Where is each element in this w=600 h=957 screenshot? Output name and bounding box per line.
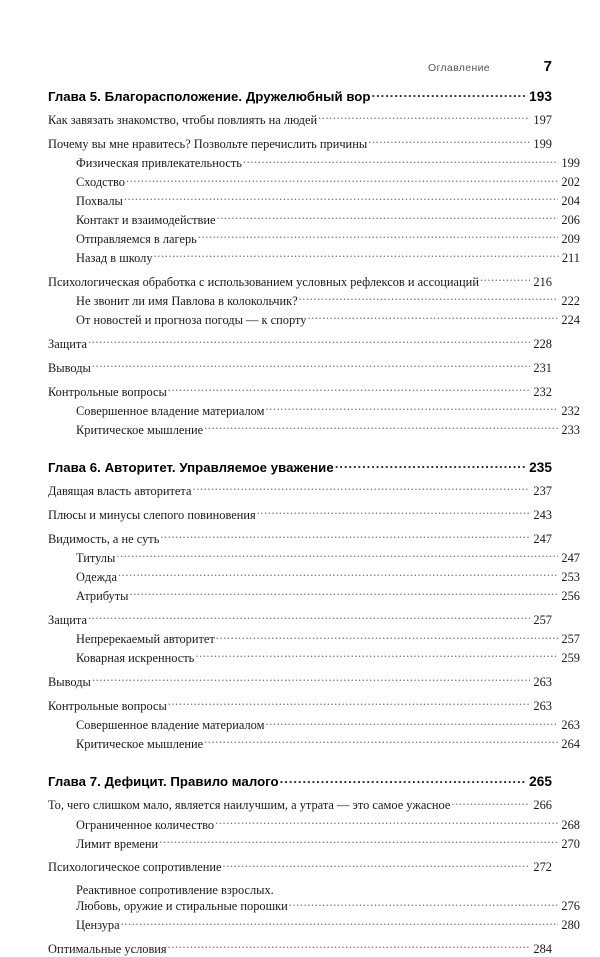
toc-dot-leader: [193, 483, 531, 495]
toc-entry-label: Совершенное владение материалом: [76, 404, 265, 419]
toc-entry-page-number: 257: [533, 612, 552, 627]
page-folio-number: 7: [543, 58, 552, 75]
toc-entry-label: Ограниченное количество: [76, 817, 215, 832]
toc-subsection-entry[interactable]: [48, 193, 580, 209]
toc-subsection-entry[interactable]: [48, 550, 580, 566]
toc-section-entry[interactable]: [48, 941, 552, 957]
toc-dot-leader: [198, 231, 559, 243]
toc-dot-leader: [318, 112, 530, 124]
toc-dot-leader: [88, 335, 530, 347]
toc-entry-label: От новостей и прогноза погоды — к спорту: [76, 312, 307, 327]
toc-entry-label: Контакт и взаимодействие: [76, 213, 216, 228]
toc-subsection-entry[interactable]: [48, 898, 580, 914]
toc-entry-page-number: 199: [533, 136, 552, 151]
toc-entry-page-number: 272: [533, 860, 552, 875]
toc-chapter-entry[interactable]: [48, 88, 552, 104]
toc-entry-label: Психологическая обработка с использованием условных рефлексов и ассоциаций: [48, 274, 479, 289]
toc-subsection-entry[interactable]: [48, 717, 580, 733]
toc-dot-leader: [130, 588, 559, 600]
toc-dot-leader: [299, 293, 559, 305]
toc-entry-page-number: 280: [561, 918, 580, 933]
toc-entry-label: Коварная искренность: [76, 651, 195, 666]
toc-subsection-entry[interactable]: [48, 174, 580, 190]
toc-section-entry[interactable]: [48, 483, 552, 499]
toc-entry-page-number: 243: [533, 507, 552, 522]
toc-dot-leader: [480, 273, 530, 285]
toc-entry-page-number: 257: [561, 632, 580, 647]
toc-entry-label: Психологическое сопротивление: [48, 860, 222, 875]
toc-entry-page-number: 197: [533, 113, 552, 128]
toc-entry-label: Защита: [48, 336, 87, 351]
toc-dot-leader: [257, 507, 531, 519]
toc-section-entry[interactable]: [48, 530, 552, 546]
toc-subsection-entry[interactable]: [48, 917, 580, 933]
toc-dot-leader: [265, 717, 558, 729]
toc-section-entry[interactable]: [48, 273, 552, 289]
toc-dot-leader: [154, 249, 559, 261]
toc-subsection-entry[interactable]: [48, 650, 580, 666]
toc-entry-label: Контрольные вопросы: [48, 384, 167, 399]
toc-entry-label: Глава 5. Благорасположение. Дружелюбный вор: [48, 89, 371, 105]
toc-entry-label: Защита: [48, 612, 87, 627]
toc-entry-label: Не звонит ли имя Павлова в колокольчик?: [76, 294, 298, 309]
toc-entry-label: Видимость, а не суть: [48, 531, 160, 546]
toc-entry-label: Одежда: [76, 570, 117, 585]
toc-entry-page-number: 232: [533, 384, 552, 399]
toc-section-entry[interactable]: [48, 335, 552, 351]
toc-entry-label: Глава 6. Авторитет. Управляемое уважение: [48, 460, 334, 476]
toc-subsection-entry[interactable]: [48, 569, 580, 585]
toc-dot-leader: [118, 569, 558, 581]
toc-entry-label: Реактивное сопротивление взрослых.: [76, 882, 274, 897]
toc-entry-label: Атрибуты: [76, 588, 129, 603]
toc-entry-page-number: 209: [561, 231, 580, 246]
toc-dot-leader: [289, 898, 559, 910]
toc-entry-label: Любовь, оружие и стиральные порошки: [76, 899, 288, 914]
toc-chapter-entry[interactable]: [48, 459, 552, 475]
toc-entry-label: Совершенное владение материалом: [76, 718, 265, 733]
toc-entry-page-number: 284: [533, 942, 552, 957]
toc-subsection-entry[interactable]: [48, 249, 580, 265]
toc-entry-page-number: 276: [561, 899, 580, 914]
toc-entry-label: Как завязать знакомство, чтобы повлиять на людей: [48, 113, 318, 128]
toc-entry-label: Похвалы: [76, 194, 123, 209]
toc-section-entry[interactable]: [48, 674, 552, 690]
toc-entry-label: Цензура: [76, 918, 120, 933]
toc-entry-label: Отправляемся в лагерь: [76, 231, 197, 246]
toc-section-entry[interactable]: [48, 359, 552, 375]
toc-dot-leader: [265, 403, 558, 415]
toc-entry-page-number: 266: [533, 798, 552, 813]
toc-subsection-entry[interactable]: [48, 631, 580, 647]
toc-subsection-entry[interactable]: [48, 422, 580, 438]
toc-entry-label: Титулы: [76, 551, 116, 566]
toc-dot-leader: [280, 773, 527, 786]
toc-dot-leader: [307, 312, 558, 324]
toc-section-entry[interactable]: [48, 136, 552, 152]
toc-subsection-entry[interactable]: [48, 816, 580, 832]
toc-subsection-entry[interactable]: [48, 835, 580, 851]
toc-entry-page-number: 231: [533, 360, 552, 375]
toc-entry-page-number: 263: [533, 675, 552, 690]
toc-entry-label: Оптимальные условия: [48, 942, 167, 957]
toc-subsection-entry[interactable]: [48, 293, 580, 309]
running-head: [48, 58, 552, 78]
toc-entry-page-number: 265: [529, 774, 552, 790]
toc-entry-label: Контрольные вопросы: [48, 698, 167, 713]
toc-entry-page-number: 247: [533, 531, 552, 546]
toc-entry-page-number: 233: [561, 422, 580, 437]
toc-entry-label: Непререкаемый авторитет: [76, 632, 215, 647]
toc-entry-page-number: 232: [561, 404, 580, 419]
toc-dot-leader: [215, 816, 558, 828]
toc-dot-leader: [124, 193, 559, 205]
toc-subsection-entry[interactable]: [48, 231, 580, 247]
toc-entry-page-number: 228: [533, 336, 552, 351]
toc-dot-leader: [216, 631, 559, 643]
toc-section-entry[interactable]: [48, 859, 552, 875]
toc-dot-leader: [368, 136, 530, 148]
toc-section-entry[interactable]: [48, 698, 552, 714]
toc-dot-leader: [159, 835, 558, 847]
toc-dot-leader: [223, 859, 531, 871]
toc-entry-page-number: 247: [561, 551, 580, 566]
toc-section-entry[interactable]: [48, 112, 552, 128]
toc-entry-page-number: 193: [529, 89, 552, 105]
toc-subsection-entry[interactable]: [48, 155, 580, 171]
toc-dot-leader: [92, 359, 531, 371]
toc-entry-label: Почему вы мне нравитесь? Позвольте перечислить причины: [48, 136, 368, 151]
toc-dot-leader: [243, 155, 559, 167]
toc-dot-leader: [168, 698, 531, 710]
toc-dot-leader: [204, 422, 558, 434]
toc-entry-label: Назад в школу: [76, 250, 153, 265]
toc-entry-page-number: 206: [561, 213, 580, 228]
toc-dot-leader: [195, 650, 558, 662]
toc-dot-leader: [126, 174, 558, 186]
toc-dot-leader: [160, 530, 530, 542]
toc-entry-page-number: 199: [561, 156, 580, 171]
running-head-title: Оглавление: [427, 62, 490, 74]
toc-entry-page-number: 222: [561, 294, 580, 309]
toc-entry-page-number: 268: [561, 817, 580, 832]
toc-dot-leader: [116, 550, 558, 562]
toc-entry-continuation[interactable]: [48, 883, 580, 898]
toc-entry-page-number: 253: [561, 570, 580, 585]
toc-dot-leader: [121, 917, 559, 929]
toc-entry-page-number: 211: [561, 250, 580, 265]
toc-dot-leader: [451, 797, 530, 809]
toc-dot-leader: [372, 88, 527, 101]
toc-subsection-entry[interactable]: [48, 212, 580, 228]
toc-entry-label: То, чего слишком мало, является наилучшим, а утрата — это самое ужасное: [48, 798, 451, 813]
toc-entry-label: Давящая власть авторитета: [48, 484, 192, 499]
toc-entry-label: Физическая привлекательность: [76, 156, 242, 171]
toc-dot-leader: [168, 383, 531, 395]
toc-entry-page-number: 264: [561, 737, 580, 752]
toc-dot-leader: [335, 459, 526, 472]
toc-subsection-entry[interactable]: [48, 312, 580, 328]
toc-entry-page-number: 263: [561, 718, 580, 733]
toc-subsection-entry[interactable]: [48, 736, 580, 752]
toc-section-entry[interactable]: [48, 797, 552, 813]
toc-entry-page-number: 270: [561, 836, 580, 851]
toc-section-entry[interactable]: [48, 383, 552, 399]
toc-dot-leader: [88, 611, 530, 623]
table-of-contents: [48, 88, 580, 957]
toc-dot-leader: [204, 736, 558, 748]
toc-entry-page-number: 202: [561, 175, 580, 190]
toc-entry-label: Глава 7. Дефицит. Правило малого: [48, 774, 279, 790]
toc-dot-leader: [168, 941, 531, 953]
toc-entry-page-number: 263: [533, 698, 552, 713]
toc-dot-leader: [92, 674, 531, 686]
toc-chapter-entry[interactable]: [48, 773, 552, 789]
toc-section-entry[interactable]: [48, 507, 552, 523]
toc-subsection-entry[interactable]: [48, 588, 580, 604]
toc-entry-page-number: 204: [561, 194, 580, 209]
toc-entry-page-number: 235: [529, 460, 552, 476]
toc-section-entry[interactable]: [48, 611, 552, 627]
toc-entry-label: Критическое мышление: [76, 737, 204, 752]
toc-subsection-entry[interactable]: [48, 403, 580, 419]
toc-entry-label: Выводы: [48, 360, 91, 375]
toc-entry-label: Сходство: [76, 175, 126, 190]
toc-entry-label: Выводы: [48, 675, 91, 690]
toc-entry-page-number: 237: [533, 484, 552, 499]
toc-entry-label: Плюсы и минусы слепого повиновения: [48, 507, 256, 522]
toc-dot-leader: [217, 212, 559, 224]
toc-entry-label: Критическое мышление: [76, 422, 204, 437]
toc-entry-page-number: 259: [561, 651, 580, 666]
toc-entry-page-number: 224: [561, 312, 580, 327]
toc-entry-page-number: 216: [533, 274, 552, 289]
toc-entry-label: Лимит времени: [76, 836, 159, 851]
toc-entry-page-number: 256: [561, 588, 580, 603]
